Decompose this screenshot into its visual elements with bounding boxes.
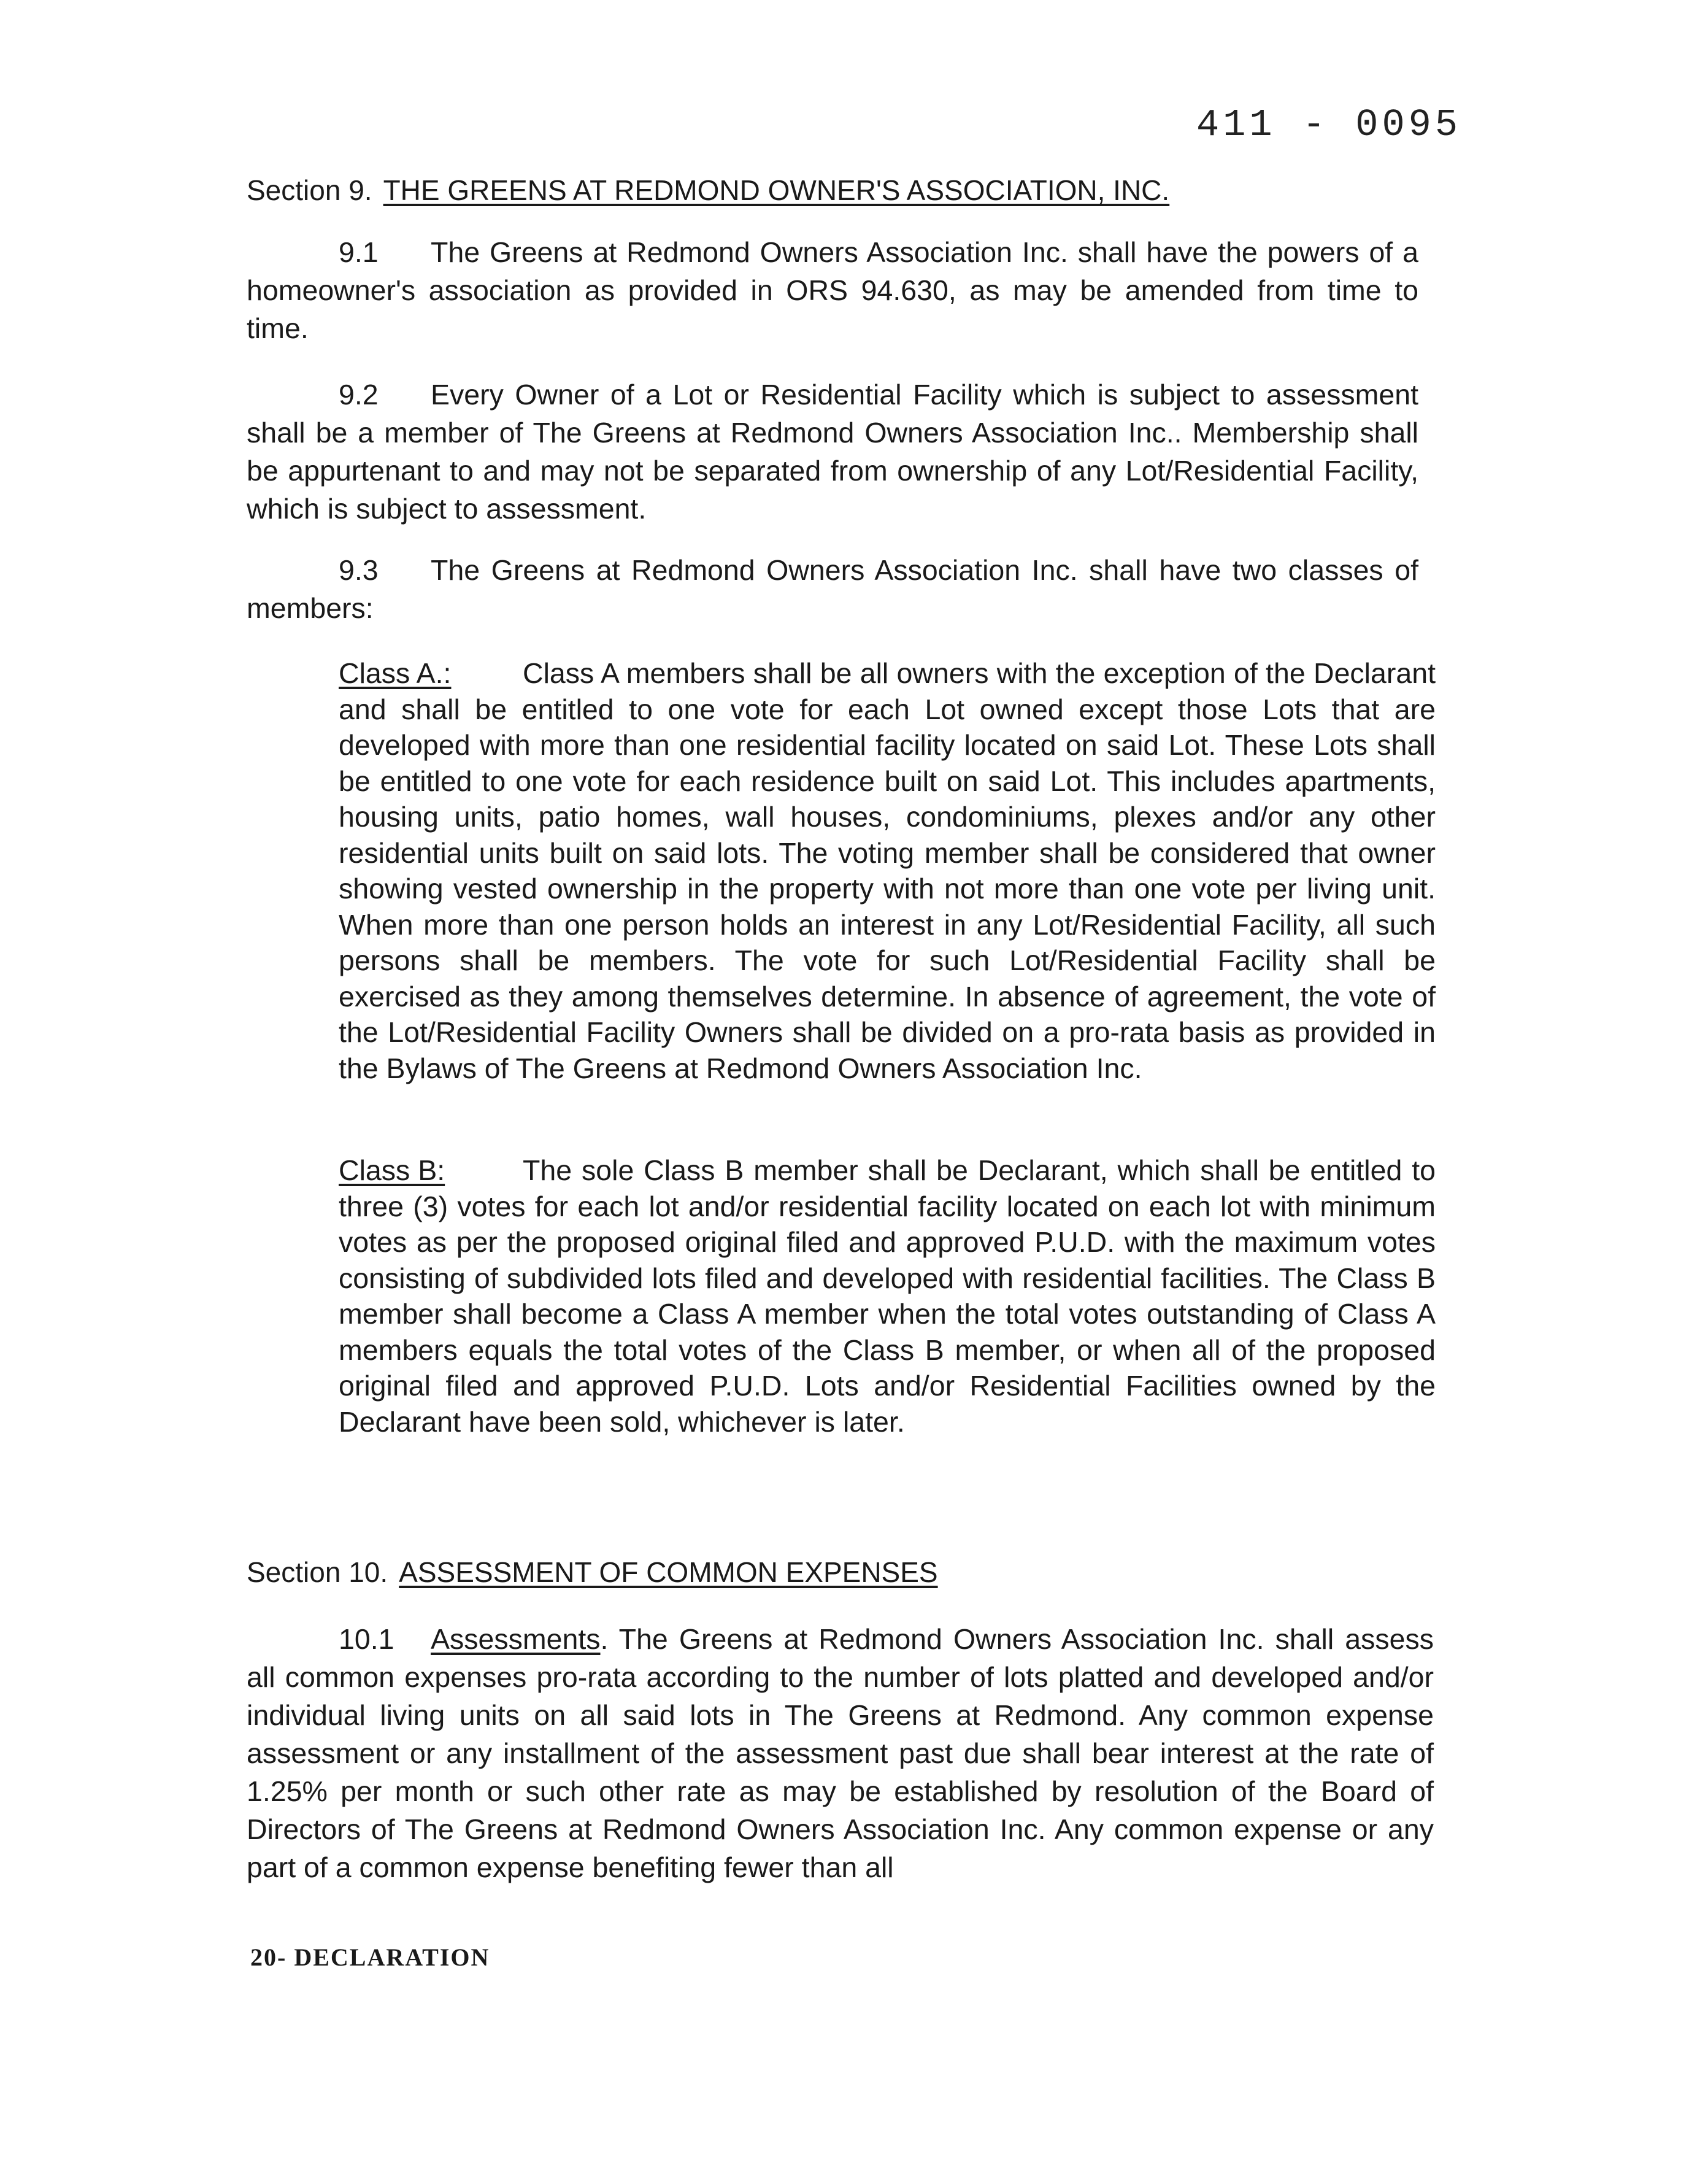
paragraph-9-3	[247, 551, 1418, 627]
paragraph-10-1-subtitle: Assessments	[431, 1623, 601, 1655]
paragraph-9-2-number: 9.2	[339, 379, 379, 411]
class-b-label: Class B:	[339, 1154, 445, 1186]
class-b-block	[339, 1152, 1436, 1440]
paragraph-10-1-text: . The Greens at Redmond Owners Association Inc. shall assess all common expenses pro-rata according to the number of lots platted and developed and/or individual living units on all said lots in The Greens at Redmond. Any common expense assessment or any installment of the assessment past due shall bear interest at the rate of 1.25% per month or such other rate as may be established by resolution of the Board of Directors of The Greens at Redmond Owners Association Inc. Any common expense or any part of a common expense benefiting fewer than all	[247, 1623, 1434, 1883]
paragraph-10-1-number: 10.1	[339, 1623, 394, 1655]
section-9-title: THE GREENS AT REDMOND OWNER'S ASSOCIATION, INC.	[383, 174, 1170, 206]
section-10-title: ASSESSMENT OF COMMON EXPENSES	[399, 1556, 938, 1588]
class-a-block	[339, 655, 1436, 1086]
paragraph-9-3-text: The Greens at Redmond Owners Association Inc. shall have two classes of members:	[247, 554, 1418, 624]
section-9-label: Section 9.	[247, 174, 372, 206]
paragraph-9-2-text: Every Owner of a Lot or Residential Facility which is subject to assessment shall be a member of The Greens at Redmond Owners Association Inc.. Membership shall be appurtenant to and may not be separated from ownership of any Lot/Residential Facility, which is subject to assessment.	[247, 379, 1418, 525]
class-a-text: Class A members shall be all owners with the exception of the Declarant and shall be entitled to one vote for each Lot owned except those Lots that are developed with more than one residential facility located on said Lot. These Lots shall be entitled to one vote for each residence built on said Lot. This includes apartments, housing units, patio homes, wall houses, condominiums, plexes and/or any other residential units built on said lots. The voting member shall be considered that owner showing vested ownership in the property with not more than one vote per living unit. When more than one person holds an interest in any Lot/Residential Facility, all such persons shall be members. The vote for such Lot/Residential Facility shall be exercised as they among themselves determine. In absence of agreement, the vote of the Lot/Residential Facility Owners shall be divided on a pro-rata basis as provided in the Bylaws of The Greens at Redmond Owners Association Inc.	[339, 657, 1436, 1084]
section-9-heading	[247, 172, 1169, 209]
document-number: 411 - 0095	[1196, 103, 1462, 147]
section-10-label: Section 10.	[247, 1556, 388, 1588]
paragraph-10-1	[247, 1620, 1434, 1886]
paragraph-9-3-number: 9.3	[339, 554, 379, 586]
paragraph-9-1-number: 9.1	[339, 236, 379, 268]
section-10-heading	[247, 1554, 938, 1591]
paragraph-9-1	[247, 233, 1418, 347]
class-a-label: Class A.:	[339, 657, 452, 689]
paragraph-9-2	[247, 376, 1418, 528]
class-b-text: The sole Class B member shall be Declarant, which shall be entitled to three (3) votes for each lot and/or residential facility located on each lot with minimum votes as per the proposed original filed and approved P.U.D. with the maximum votes consisting of subdivided lots filed and developed with residential facilities. The Class B member shall become a Class A member when the total votes outstanding of Class A members equals the total votes of the Class B member, or when all of the proposed original filed and approved P.U.D. Lots and/or Residential Facilities owned by the Declarant have been sold, whichever is later.	[339, 1154, 1436, 1438]
page-footer: 20- DECLARATION	[250, 1943, 490, 1971]
paragraph-9-1-text: The Greens at Redmond Owners Association Inc. shall have the powers of a homeowner's association as provided in ORS 94.630, as may be amended from time to time.	[247, 236, 1418, 344]
